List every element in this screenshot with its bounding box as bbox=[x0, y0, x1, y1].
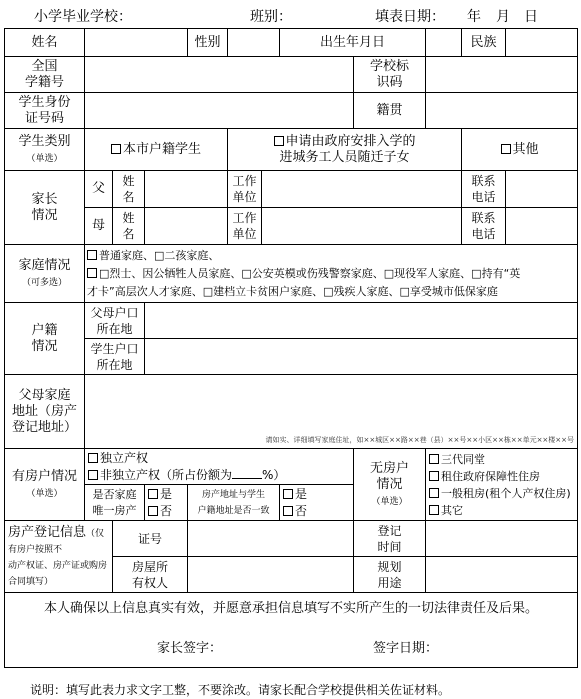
ethnicity-field[interactable] bbox=[506, 29, 578, 57]
sign-date-label: 签字日期： bbox=[373, 641, 439, 656]
address-label: 父母家庭 地址（房产 登记地址） bbox=[5, 375, 85, 449]
owner-label: 房屋所 有权人 bbox=[113, 557, 188, 593]
dob-field[interactable] bbox=[426, 29, 462, 57]
declaration-cell bbox=[5, 593, 578, 668]
category-label: 学生类别 （单选） bbox=[5, 129, 85, 171]
checkbox[interactable] bbox=[429, 471, 439, 481]
reg-time-label: 登记 时间 bbox=[354, 521, 426, 557]
checkbox[interactable] bbox=[88, 453, 98, 463]
family-label: 家庭情况 （可多选） bbox=[5, 245, 85, 303]
class-label: 班别： bbox=[250, 9, 292, 25]
housing-options[interactable]: 独立产权 非独立产权（所占份额为 %） bbox=[85, 449, 354, 485]
owner-field[interactable] bbox=[188, 557, 354, 593]
national-id-label: 全国 学籍号 bbox=[5, 57, 85, 93]
property-label: 房产登记信息（仅有房户按照不 动产权证、房产证或购房合同填写） bbox=[5, 521, 113, 593]
checkbox[interactable] bbox=[274, 136, 284, 146]
year-label: 年 bbox=[467, 9, 481, 25]
mother-phone-label: 联系 电话 bbox=[462, 208, 506, 245]
reg-time-field[interactable] bbox=[426, 521, 578, 557]
checkbox[interactable] bbox=[283, 506, 293, 516]
checkbox[interactable] bbox=[283, 489, 293, 499]
origin-label: 籍贯 bbox=[354, 93, 426, 129]
dob-label: 出生年月日 bbox=[280, 29, 426, 57]
no-house-options[interactable]: 三代同堂 租住政府保障性住房 一般租房(租个人产权住房) 其它 bbox=[426, 449, 578, 521]
family-options[interactable]: 普通家庭、□二孩家庭、 □烈士、因公牺牲人员家庭、□公安英模或伤残警察家庭、□现役军人家庭、□持有“英 才卡”高层次人才家庭、□建档立卡贫困户家庭、□残疾人家庭、□享受城市低保家庭 bbox=[85, 245, 578, 303]
cert-label: 证号 bbox=[113, 521, 188, 557]
name-field[interactable] bbox=[85, 29, 188, 57]
huji-label: 户籍 情况 bbox=[5, 303, 85, 375]
checkbox[interactable] bbox=[429, 505, 439, 515]
mother-label: 母 bbox=[85, 208, 113, 245]
declaration-text: 本人确保以上信息真实有效，并愿意承担信息填写不实所产生的一切法律责任及后果。 bbox=[44, 601, 539, 616]
only-house-label: 是否家庭 唯一房产 bbox=[85, 485, 145, 521]
parent-sign-label: 家长签字： bbox=[157, 641, 223, 656]
checkbox[interactable] bbox=[501, 144, 511, 154]
address-hint: 请如实、详细填写家庭住址，如××城区××路××巷（县）××号××小区××栋××单元××楼××号 bbox=[265, 436, 575, 444]
category-option-other[interactable]: 其他 bbox=[462, 129, 578, 171]
footnote: 说明：填写此表力求文字工整，不要涂改。请家长配合学校提供相关佐证材料。 bbox=[30, 683, 451, 697]
parent-huji-field[interactable] bbox=[145, 303, 578, 339]
address-match-options[interactable]: 是 否 bbox=[280, 485, 354, 521]
day-label: 日 bbox=[524, 9, 538, 25]
father-phone-field[interactable] bbox=[506, 171, 578, 208]
mother-name-label: 姓 名 bbox=[113, 208, 145, 245]
school-label: 小学毕业学校： bbox=[34, 9, 132, 25]
address-field[interactable] bbox=[85, 375, 578, 449]
school-code-label: 学校标 识码 bbox=[354, 57, 426, 93]
registration-form bbox=[4, 28, 578, 668]
father-work-field[interactable] bbox=[262, 171, 462, 208]
address-match-label: 房产地址与学生 户籍地址是否一致 bbox=[188, 485, 280, 521]
use-label: 规划 用途 bbox=[354, 557, 426, 593]
housing-label: 有房户情况 （单选） bbox=[5, 449, 85, 521]
only-house-options[interactable]: 是 否 bbox=[145, 485, 188, 521]
student-huji-label: 学生户口 所在地 bbox=[85, 339, 145, 375]
checkbox[interactable] bbox=[148, 489, 158, 499]
father-phone-label: 联系 电话 bbox=[462, 171, 506, 208]
parents-label: 家长 情况 bbox=[5, 171, 85, 245]
checkbox[interactable] bbox=[88, 470, 98, 480]
origin-field[interactable] bbox=[426, 93, 578, 129]
mother-name-field[interactable] bbox=[145, 208, 228, 245]
father-work-label: 工作 单位 bbox=[228, 171, 262, 208]
checkbox[interactable] bbox=[111, 144, 121, 154]
checkbox[interactable] bbox=[429, 488, 439, 498]
mother-phone-field[interactable] bbox=[506, 208, 578, 245]
father-label: 父 bbox=[85, 171, 113, 208]
idcard-label: 学生身份 证号码 bbox=[5, 93, 85, 129]
checkbox[interactable] bbox=[87, 250, 97, 260]
mother-work-label: 工作 单位 bbox=[228, 208, 262, 245]
father-name-field[interactable] bbox=[145, 171, 228, 208]
idcard-field[interactable] bbox=[85, 93, 354, 129]
checkbox[interactable] bbox=[148, 506, 158, 516]
father-name-label: 姓 名 bbox=[113, 171, 145, 208]
no-house-label: 无房户 情况 （单选） bbox=[354, 449, 426, 521]
checkbox[interactable] bbox=[87, 268, 97, 278]
mother-work-field[interactable] bbox=[262, 208, 462, 245]
name-label: 姓名 bbox=[5, 29, 85, 57]
cert-field[interactable] bbox=[188, 521, 354, 557]
share-blank[interactable] bbox=[232, 478, 262, 479]
school-code-field[interactable] bbox=[426, 57, 578, 93]
checkbox[interactable] bbox=[429, 454, 439, 464]
category-option-local[interactable]: 本市户籍学生 bbox=[85, 129, 228, 171]
ethnicity-label: 民族 bbox=[462, 29, 506, 57]
student-huji-field[interactable] bbox=[145, 339, 578, 375]
parent-huji-label: 父母户口 所在地 bbox=[85, 303, 145, 339]
month-label: 月 bbox=[496, 9, 510, 25]
date-label: 填表日期： bbox=[375, 9, 445, 25]
use-field[interactable] bbox=[426, 557, 578, 593]
category-option-migrant[interactable]: 申请由政府安排入学的 进城务工人员随迁子女 bbox=[228, 129, 462, 171]
gender-label: 性别 bbox=[188, 29, 228, 57]
gender-field[interactable] bbox=[228, 29, 280, 57]
national-id-field[interactable] bbox=[85, 57, 354, 93]
